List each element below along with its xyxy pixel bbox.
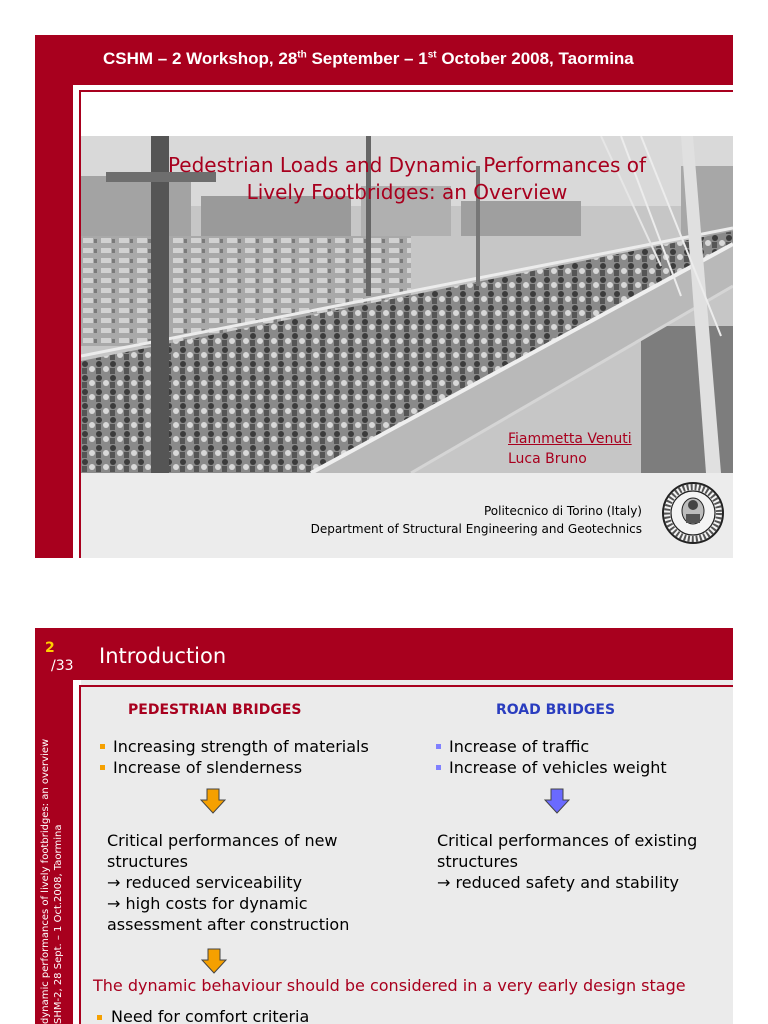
list-item: Need for comfort criteria: [111, 1007, 310, 1024]
list-item: Increasing strength of materials: [97, 736, 369, 757]
down-arrow-icon: [544, 788, 570, 814]
title-slide: [35, 35, 733, 558]
university-seal-icon: [661, 481, 725, 545]
down-arrow-icon: [200, 788, 226, 814]
presentation-title: Pedestrian Loads and Dynamic Performances of Lively Footbridges: an Overview: [167, 153, 647, 204]
road-bridges-heading: ROAD BRIDGES: [496, 702, 616, 718]
road-critical-performances: Critical performances of existing structures → reduced safety and stability: [437, 831, 698, 892]
author-name: Luca Bruno: [508, 451, 587, 467]
page-total: /33: [51, 658, 74, 674]
list-item: Increase of vehicles weight: [433, 757, 667, 778]
institution-block: [311, 502, 642, 538]
slide-title: Introduction: [99, 644, 227, 668]
list-item: Increase of slenderness: [97, 757, 369, 778]
department-name: Department of Structural Engineering and Geotechnics: [310, 522, 642, 536]
pedestrian-bridges-heading: PEDESTRIAN BRIDGES: [128, 702, 302, 718]
slide-header: [35, 35, 733, 85]
left-accent-band: [35, 35, 73, 558]
side-caption: dynamic performances of lively footbridges: an overview SHM-2, 28 Sept. – 1 Oct.2008, Taormina: [40, 738, 64, 1024]
down-arrow-icon: [201, 948, 227, 974]
institution-name: Politecnico di Torino (Italy): [483, 504, 642, 518]
list-item: Increase of traffic: [433, 736, 667, 757]
workshop-title: CSHM – 2 Workshop, 28th September – 1st October 2008, Taormina: [103, 49, 634, 68]
introduction-slide: [35, 628, 733, 1024]
pedestrian-critical-performances: Critical performances of new structures → reduced serviceability → high costs for dynamic assessment after construction: [107, 831, 350, 934]
pedestrian-bullet-list: [97, 736, 369, 778]
author-link[interactable]: Fiammetta Venuti: [508, 431, 632, 447]
road-bullet-list: [433, 736, 667, 778]
page-number: 2: [45, 640, 55, 656]
conclusion-statement: The dynamic behaviour should be considered in a very early design stage: [93, 976, 686, 995]
slide-header: [35, 628, 733, 680]
